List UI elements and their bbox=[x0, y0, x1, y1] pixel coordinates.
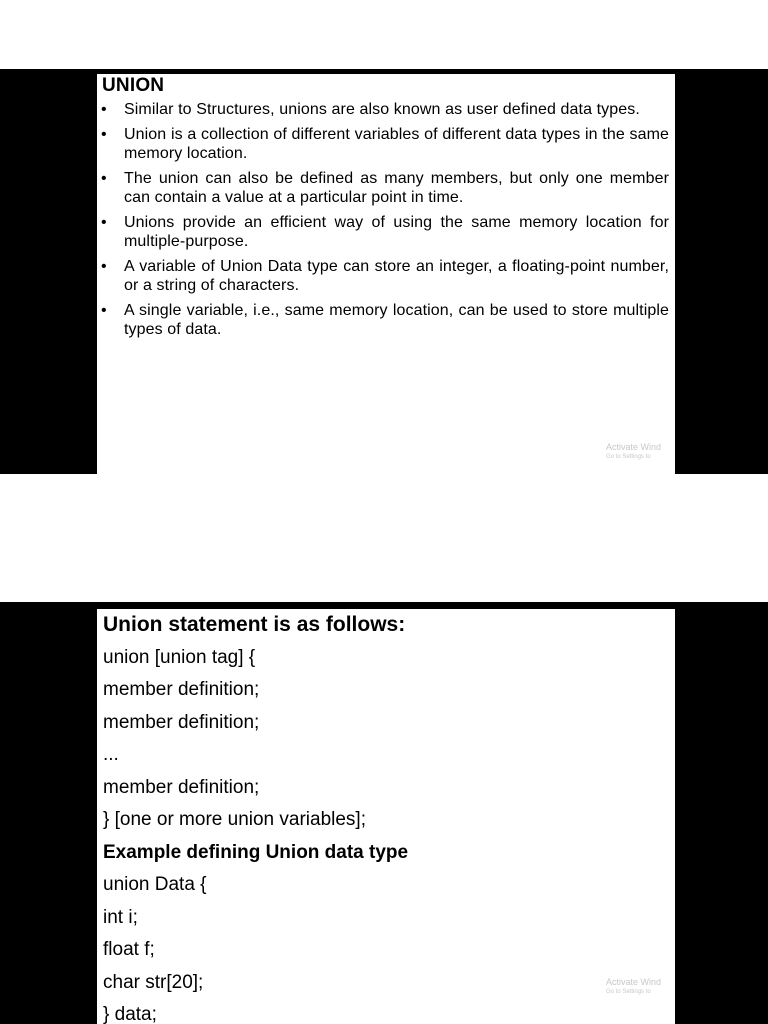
bullet-item: • A single variable, i.e., same memory location, can be used to store multiple types of data. bbox=[97, 301, 669, 339]
bullet-item: • Similar to Structures, unions are also known as user defined data types. bbox=[97, 100, 669, 119]
example-line: int i; bbox=[103, 906, 138, 928]
watermark-line-2: Go to Settings to bbox=[606, 989, 651, 995]
watermark-line-1: Activate Wind bbox=[606, 977, 662, 987]
bullet-item: • Union is a collection of different variables of different data types in the same memory location. bbox=[97, 125, 669, 163]
syntax-line: member definition; bbox=[103, 711, 260, 733]
bullet-list bbox=[97, 100, 669, 345]
syntax-line: } [one or more union variables]; bbox=[103, 809, 366, 830]
example-line: float f; bbox=[103, 939, 155, 960]
syntax-line: union [union tag] { bbox=[103, 646, 256, 668]
bullet-item: • Unions provide an efficient way of using the same memory location for multiple-purpose. bbox=[97, 213, 669, 251]
watermark-line-2: Go to Settings to bbox=[606, 454, 651, 460]
syntax-line: member definition; bbox=[103, 679, 260, 700]
activation-watermark bbox=[606, 443, 675, 460]
example-line: } data; bbox=[103, 1004, 157, 1024]
syntax-line: member definition; bbox=[103, 776, 260, 798]
union-syntax-slide bbox=[97, 609, 675, 1024]
syntax-line: ... bbox=[103, 744, 119, 765]
watermark-line-1: Activate Wind bbox=[606, 442, 662, 452]
example-heading: Example defining Union data type bbox=[103, 841, 409, 863]
syntax-heading: Union statement is as follows: bbox=[103, 613, 406, 636]
syntax-lines bbox=[103, 609, 408, 1024]
union-definition-slide bbox=[97, 74, 675, 474]
example-line: union Data { bbox=[103, 874, 207, 895]
bullet-item: • A variable of Union Data type can store an integer, a floating-point number, or a string of characters. bbox=[97, 257, 669, 295]
example-line: char str[20]; bbox=[103, 971, 204, 993]
slide-title: UNION bbox=[102, 75, 165, 96]
activation-watermark bbox=[606, 978, 675, 995]
bullet-item: • The union can also be defined as many members, but only one member can contain a value at a particular point in time. bbox=[97, 169, 669, 207]
